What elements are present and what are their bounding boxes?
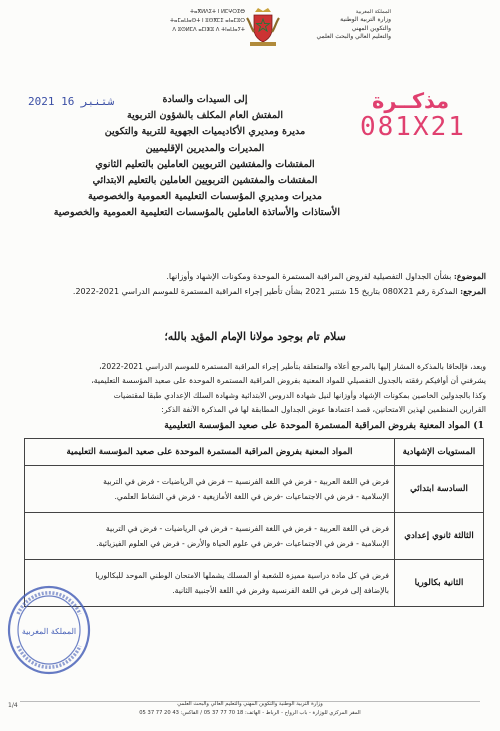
subject-line (10, 269, 486, 284)
subject-label: الموضوع: (453, 271, 486, 281)
subjects-cell (25, 513, 395, 560)
table-row (25, 513, 484, 560)
footer (60, 700, 440, 718)
subject-block (10, 269, 486, 299)
subjects-table (24, 438, 484, 607)
addressee-line: إلى السيدات والسادة (162, 94, 248, 105)
body-line: القرارين المنظمين لهذين الامتحانين، قصد اعتمادها عوض الجداول المطابقة لها في المذكرة الآنفة الذكر: (161, 404, 486, 414)
footer-line: وزارة التربية الوطنية والتكوين المهني والتعليم العالي والبحث العلمي (177, 701, 323, 707)
ministry-line: المملكة المغربية (355, 9, 391, 15)
body-line: وكذا بالجدولين الخاصين بمكونات الإشهاد وأوزانها لنيل شهادة الدروس الابتدائية وشهادة السلك الإعدادي طبقا لمقتضيات (113, 390, 486, 400)
reference-text: المذكرة رقم 080X21 بتاريخ 15 شتنبر 2021 بشأن تأطير إجراء المراقبة المستمرة للموسم الدراسي 2021-2022. (72, 287, 458, 296)
level-cell: الثالثة ثانوي إعدادي (395, 513, 484, 560)
reference-line (10, 284, 486, 299)
body-line: وبعد، فإلحاقا بالمذكرة المشار إليها بالمرجع أعلاه والمتعلقة بتأطير إجراء المراقبة المستمرة للموسم الدراسي 2021-2022، (99, 362, 486, 371)
subjects-line: فرض في كل مادة دراسية مميزة للشعبة أو المسلك يشملها الامتحان الوطني الموحد للبكالوريا (95, 571, 389, 580)
body-paragraph (10, 360, 486, 417)
footer-line: المقر المركزي للوزارة - باب الرواح - الرباط - الهاتف: 18 70 77 37 05 / الفاكس: 43 20 77 37 05 (139, 710, 361, 716)
addressee-line: المفتشات والمفتشين التربويين العاملين بالتعليم الابتدائي (92, 175, 318, 187)
coat-of-arms-emblem (243, 6, 283, 50)
addressee-line: المديرات والمديرين الإقليميين (145, 142, 265, 154)
date-stamp: 2021 شتنبر 16 (28, 95, 115, 108)
subjects-cell (25, 466, 395, 513)
memo-stamp-number: 081X21 (360, 112, 466, 142)
addressee-list (53, 92, 340, 222)
subjects-line: فرض في اللغة العربية - فرض في اللغة الفرنسية -- فرض في الرياضيات - فرض في التربية (103, 477, 389, 486)
level-cell: السادسة ابتدائي (395, 466, 484, 513)
addressee-line: المفتش العام المكلف بالشؤون التربوية (126, 110, 284, 122)
tifinagh-line: ⵜⴰⴳⵍⴷⵉⵜ ⵏ ⵍⵎⵖⵔⵉⴱ (189, 9, 245, 15)
body-line: يشرفني أن أوافيكم رفقته بالجدول التفصيلي للمواد المعنية بفروض المراقبة المستمرة الموحدة على صعيد المؤسسة التعليمية، (91, 376, 486, 386)
seal-text: المملكة المغربية (21, 627, 77, 636)
tifinagh-line: ⴷ ⵓⵙⵍⵎⴷ ⴰⵎⵏⵣⵓ ⴷ ⵜⵏⴰⵡⴰⵢⵜ (172, 27, 245, 33)
addressee-line: المفتشات والمفتشين التربويين العاملين بالتعليم الثانوي (95, 158, 315, 170)
column-header-level: المستويات الإشهادية (395, 439, 484, 466)
addressee-line: الأستاذات والأساتذة العاملين بالمؤسسات التعليمية العمومية والخصوصية (53, 207, 340, 219)
addressee-line: مديرات ومديري المؤسسات التعليمية العمومية والخصوصية (88, 191, 322, 203)
tifinagh-line: ⵜⴰⵎⴰⵡⴰⵙⵜ ⵏ ⵓⵙⴳⵎⵉ ⴰⵏⴰⵎⵓⵔ (169, 18, 245, 24)
level-cell: الثانية بكالوريا (395, 560, 484, 607)
table-row (25, 466, 484, 513)
subjects-line: بالإضافة إلى فرض في اللغة الفرنسية وفرض في اللغة الأجنبية الثانية. (172, 586, 389, 595)
ministry-line: والتكوين المهني (351, 24, 391, 32)
column-header-subjects: المواد المعنية بفروض المراقبة المستمرة الموحدة على صعيد المؤسسة التعليمية (25, 439, 395, 466)
memo-stamp-word: مذكــرة (372, 89, 450, 113)
reference-label: المرجع: (460, 286, 486, 296)
table-header-row (25, 439, 484, 466)
subject-text: بشأن الجداول التفصيلية لفروض المراقبة المستمرة الموحدة ومكونات الإشهاد وأوزانها. (166, 272, 452, 281)
subjects-line: الإسلامية - فرض في الاجتماعيات -فرض في علوم الحياة والأرض - فرض في العلوم الفيزيائية. (96, 539, 389, 548)
section-title: 1) المواد المعنية بفروض المراقبة المستمرة الموحدة على صعيد المؤسسة التعليمية (164, 420, 484, 431)
addressee-line: مديرة ومديري الأكاديميات الجهوية للتربية والتكوين (104, 126, 306, 138)
subjects-line: الإسلامية - فرض في الاجتماعيات -فرض في اللغة الأمازيغية - فرض في النشاط العلمي. (114, 492, 389, 501)
ministry-line: وزارة التربية الوطنية (340, 16, 391, 24)
tifinagh-header (150, 8, 245, 35)
official-seal-stamp (6, 584, 92, 676)
subjects-line: فرض في اللغة العربية - فرض في اللغة الفرنسية - فرض في الرياضيات - فرض في التربية (105, 524, 389, 533)
greeting: سلام تام بوجود مولانا الإمام المؤيد بالله؛ (164, 330, 346, 343)
page-number: 1/4 (8, 702, 18, 709)
ministry-line: والتعليم العالي والبحث العلمي (316, 33, 391, 41)
table-row (25, 560, 484, 607)
ministry-header (283, 8, 391, 42)
